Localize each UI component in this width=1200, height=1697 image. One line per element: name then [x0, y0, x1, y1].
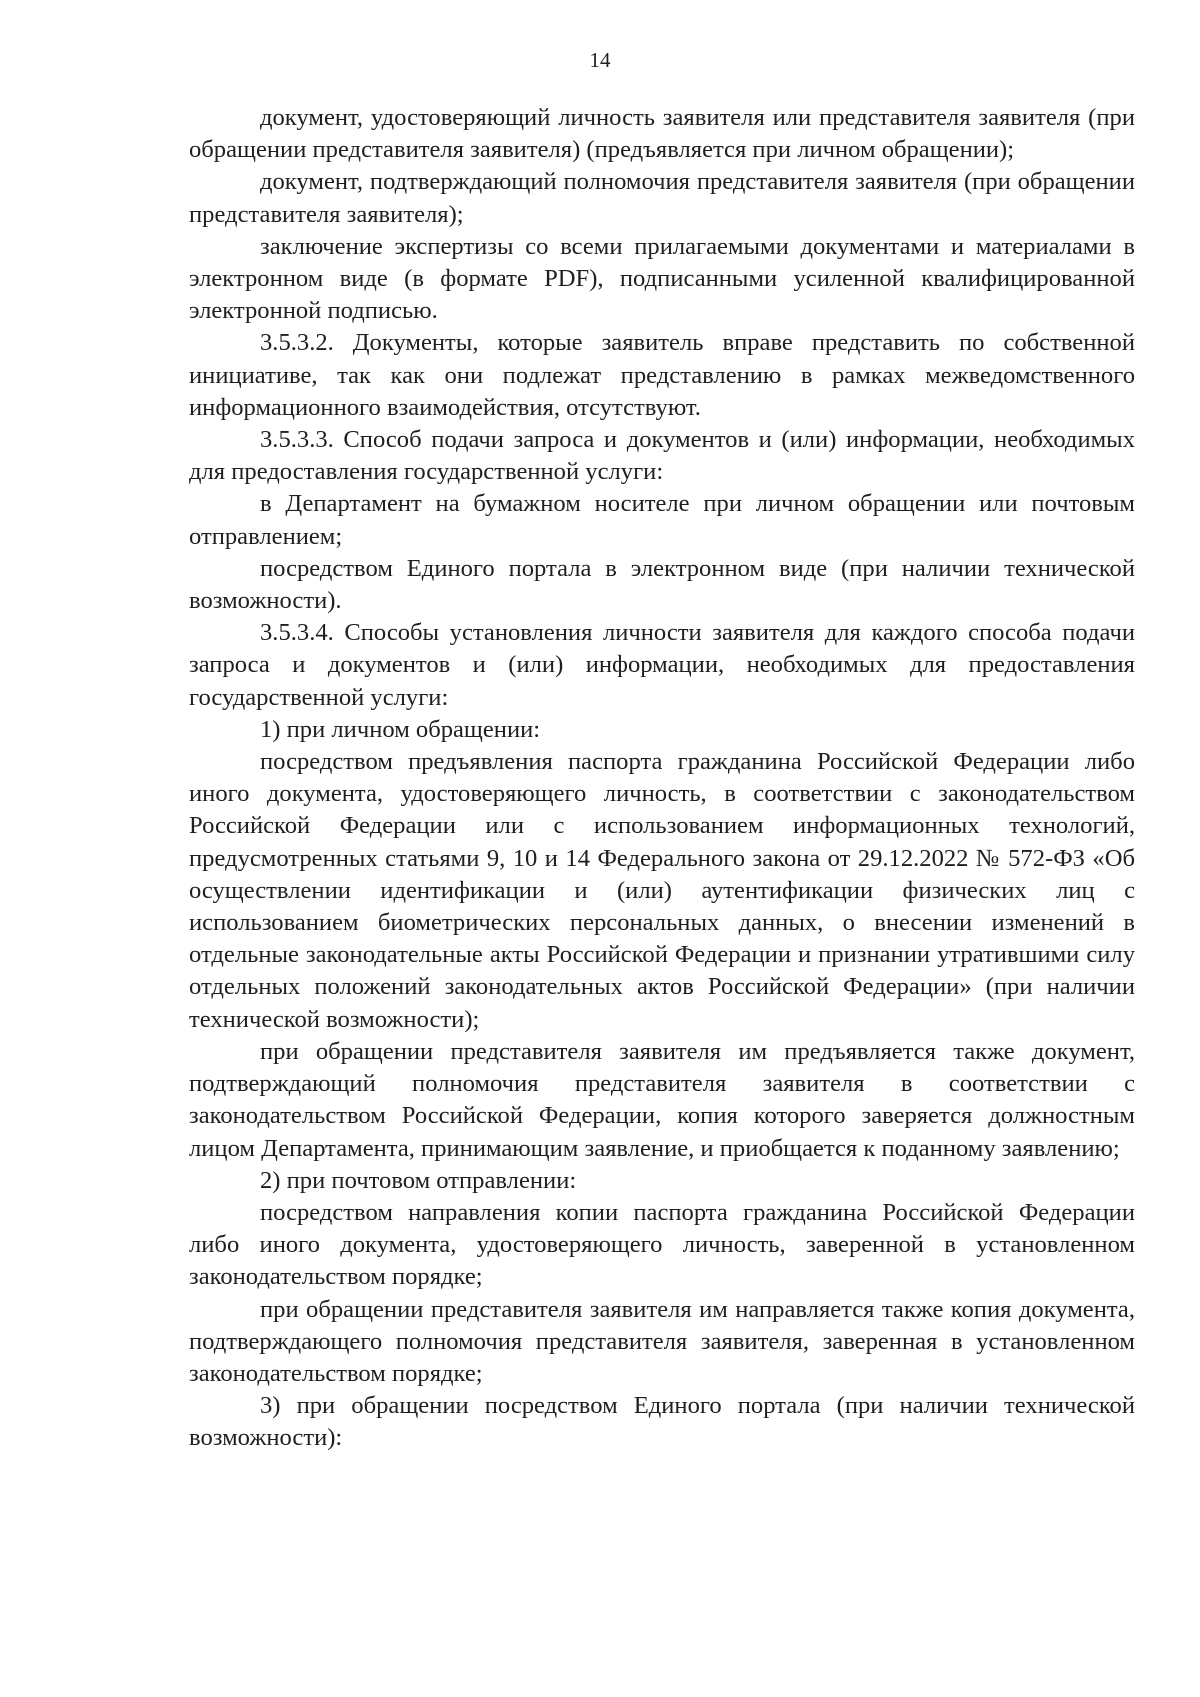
paragraph: при обращении представителя заявителя им предъявляется также документ, подтверждающий полномочия представителя заявителя в соответствии с законодательством Российской Федерации, копия которого заверяется должностным лицом Департамента, принимающим заявление, и приобщается к поданному заявлению;	[189, 1037, 1135, 1162]
paragraph: 1) при личном обращении:	[260, 715, 541, 743]
document-body	[189, 102, 1135, 1455]
paragraph: в Департамент на бумажном носителе при личном обращении или почтовым отправлением;	[189, 490, 1135, 550]
paragraph: документ, удостоверяющий личность заявителя или представителя заявителя (при обращении представителя заявителя) (предъявляется при личном обращении);	[189, 104, 1135, 164]
paragraph: посредством Единого портала в электронном виде (при наличии технической возможности).	[189, 554, 1135, 615]
paragraph: заключение экспертизы со всеми прилагаемыми документами и материалами в электронном виде (в формате PDF), подписанными усиленной квалифицированной электронной подписью.	[189, 232, 1135, 325]
paragraph: посредством предъявления паспорта гражданина Российской Федерации либо иного документа, удостоверяющего личность, в соответствии с законодательством Российской Федерации или с использованием информационных технологий, предусмотренных статьями 9, 10 и 14 Федерального закона от 29.12.2022 № 572-ФЗ «Об осуществлении идентификации и (или) аутентификации физических лиц с использованием биометрических персональных данных, о внесении изменений в отдельные законодательные акты Российской Федерации и признании утратившими силу отдельных положений законодательных актов Российской Федерации» (при наличии технической возможности);	[189, 748, 1135, 1033]
paragraph: при обращении представителя заявителя им направляется также копия документа, подтверждающего полномочия представителя заявителя, заверенная в установленном законодательством порядке;	[189, 1295, 1135, 1387]
page-number: 14	[589, 48, 611, 72]
paragraph: 2) при почтовом отправлении:	[260, 1166, 577, 1194]
paragraph: документ, подтверждающий полномочия представителя заявителя (при обращении представителя заявителя);	[189, 168, 1135, 228]
paragraph: 3.5.3.4. Способы установления личности заявителя для каждого способа подачи запроса и документов и (или) информации, необходимых для предоставления государственной услуги:	[189, 619, 1135, 711]
paragraph: 3) при обращении посредством Единого портала (при наличии технической возможности):	[189, 1392, 1135, 1452]
paragraph: посредством направления копии паспорта гражданина Российской Федерации либо иного документа, удостоверяющего личность, заверенной в установленном законодательством порядке;	[189, 1198, 1135, 1291]
paragraph: 3.5.3.2. Документы, которые заявитель вправе представить по собственной инициативе, так как они подлежат представлению в рамках межведомственного информационного взаимодействия, отсутствуют.	[189, 329, 1135, 421]
paragraph: 3.5.3.3. Способ подачи запроса и документов и (или) информации, необходимых для предоставления государственной услуги:	[189, 426, 1135, 486]
